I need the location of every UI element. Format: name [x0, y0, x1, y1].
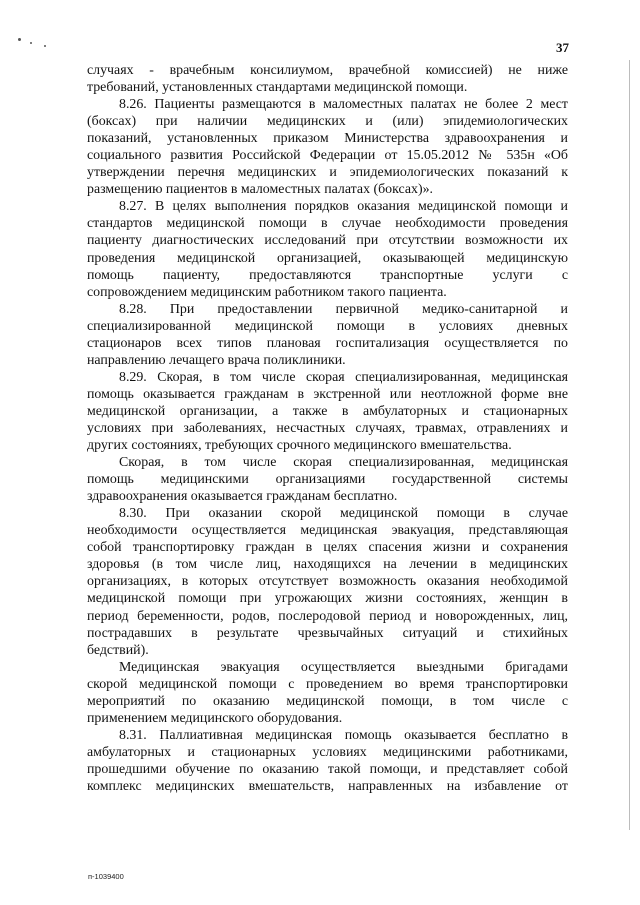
text-line: медицинской организации, а также в амбулаторных и стационарных [87, 403, 568, 419]
text-line: социального развития Российской Федерации от 15.05.2012 № 535н «Об [87, 148, 568, 164]
text-line: Медицинская эвакуация осуществляется выездными бригадами [119, 659, 568, 675]
text-line: применением медицинского оборудования. [87, 710, 343, 726]
document-body [87, 62, 568, 795]
page-number: 37 [556, 40, 569, 55]
text-line: 8.28. При предоставлении первичной медико-санитарной и [119, 301, 568, 317]
text-line: помощь оказывается гражданам в экстренной или неотложной форме вне [87, 386, 568, 402]
text-line: Скорая, в том числе скорая специализированная, медицинская [119, 455, 568, 471]
text-line: показаний, установленных приказом Министерства здравоохранения и [87, 131, 568, 147]
text-line: проведения медицинской организацией, оказывающей медицинскую [87, 250, 568, 266]
text-line: стационаров всех типов плановая госпитализация осуществляется по [87, 335, 568, 351]
text-line: здравоохранения оказывается гражданам бесплатно. [87, 489, 398, 505]
text-line: 8.27. В целях выполнения порядков оказания медицинской помощи и [119, 199, 568, 215]
text-line: амбулаторных и стационарных условиях медицинскими работниками, [87, 744, 568, 760]
text-line: специализированной медицинской помощи в условиях дневных [87, 318, 568, 334]
document-code: п-1039400 [88, 872, 124, 881]
text-line: прошедшими обучение по оказанию такой помощи, и представляет собой [87, 761, 568, 777]
text-line: медицинской помощи при угрожающих жизни состояниях, женщин в [87, 591, 568, 607]
text-line: размещению пациентов в маломестных палатах (боксах)». [87, 182, 434, 198]
text-line: помощь медицинскими организациями государственной системы [87, 472, 568, 488]
scan-speck [44, 45, 46, 47]
text-line: необходимости осуществляется медицинская эвакуация, представляющая [87, 523, 568, 539]
text-line: (боксах) при наличии медицинских и (или) эпидемиологических [87, 114, 568, 130]
text-line: собой транспортировку граждан в целях спасения жизни и сохранения [87, 540, 568, 556]
text-line: период беременности, родов, послеродовой период и новорожденных, лиц, [87, 608, 568, 624]
text-line: 8.30. При оказании скорой медицинской помощи в случае [119, 506, 568, 522]
text-line: направлению лечащего врача поликлиники. [87, 352, 346, 368]
text-line: требований, установленных стандартами медицинской помощи. [87, 80, 468, 96]
text-line: случаях - врачебным консилиумом, врачебной комиссией) не ниже [87, 63, 568, 78]
text-line: скорой медицинской помощи с проведением во время транспортировки [87, 676, 568, 692]
text-line: утверждении перечня медицинских и эпидемиологических показаний к [87, 165, 568, 181]
text-line: стандартов медицинской помощи в случае необходимости проведения [87, 216, 568, 232]
text-line: помощь пациенту, предоставляются транспортные услуги с [87, 267, 568, 283]
scan-speck [30, 42, 32, 44]
text-line: условиях при заболеваниях, несчастных случаях, травмах, отравлениях и [87, 420, 568, 436]
text-line: пациенту диагностических исследований при отсутствии возможности их [87, 233, 568, 249]
text-line: 8.29. Скорая, в том числе скорая специализированная, медицинская [119, 369, 568, 385]
scan-edge-line [629, 60, 630, 830]
text-line: других состояниях, требующих срочного медицинского вмешательства. [87, 438, 512, 454]
text-line: здоровья (в том числе лиц, находящихся на лечении в медицинских [87, 557, 568, 573]
text-line: сопровождением медицинским работником такого пациента. [87, 284, 447, 300]
text-line: пострадавших в результате чрезвычайных ситуаций и стихийных [87, 625, 568, 641]
text-line: 8.31. Паллиативная медицинская помощь оказывается бесплатно в [119, 727, 568, 743]
scan-speck [18, 38, 21, 41]
text-line: 8.26. Пациенты размещаются в маломестных палатах не более 2 мест [119, 97, 568, 113]
text-line: организациях, в которых отсутствует возможность оказания необходимой [87, 574, 568, 590]
text-line: комплекс медицинских вмешательств, направленных на избавление от [87, 778, 568, 794]
text-line: мероприятий по оказанию медицинской помощи, в том числе с [87, 693, 568, 709]
text-line: бедствий). [87, 642, 149, 658]
